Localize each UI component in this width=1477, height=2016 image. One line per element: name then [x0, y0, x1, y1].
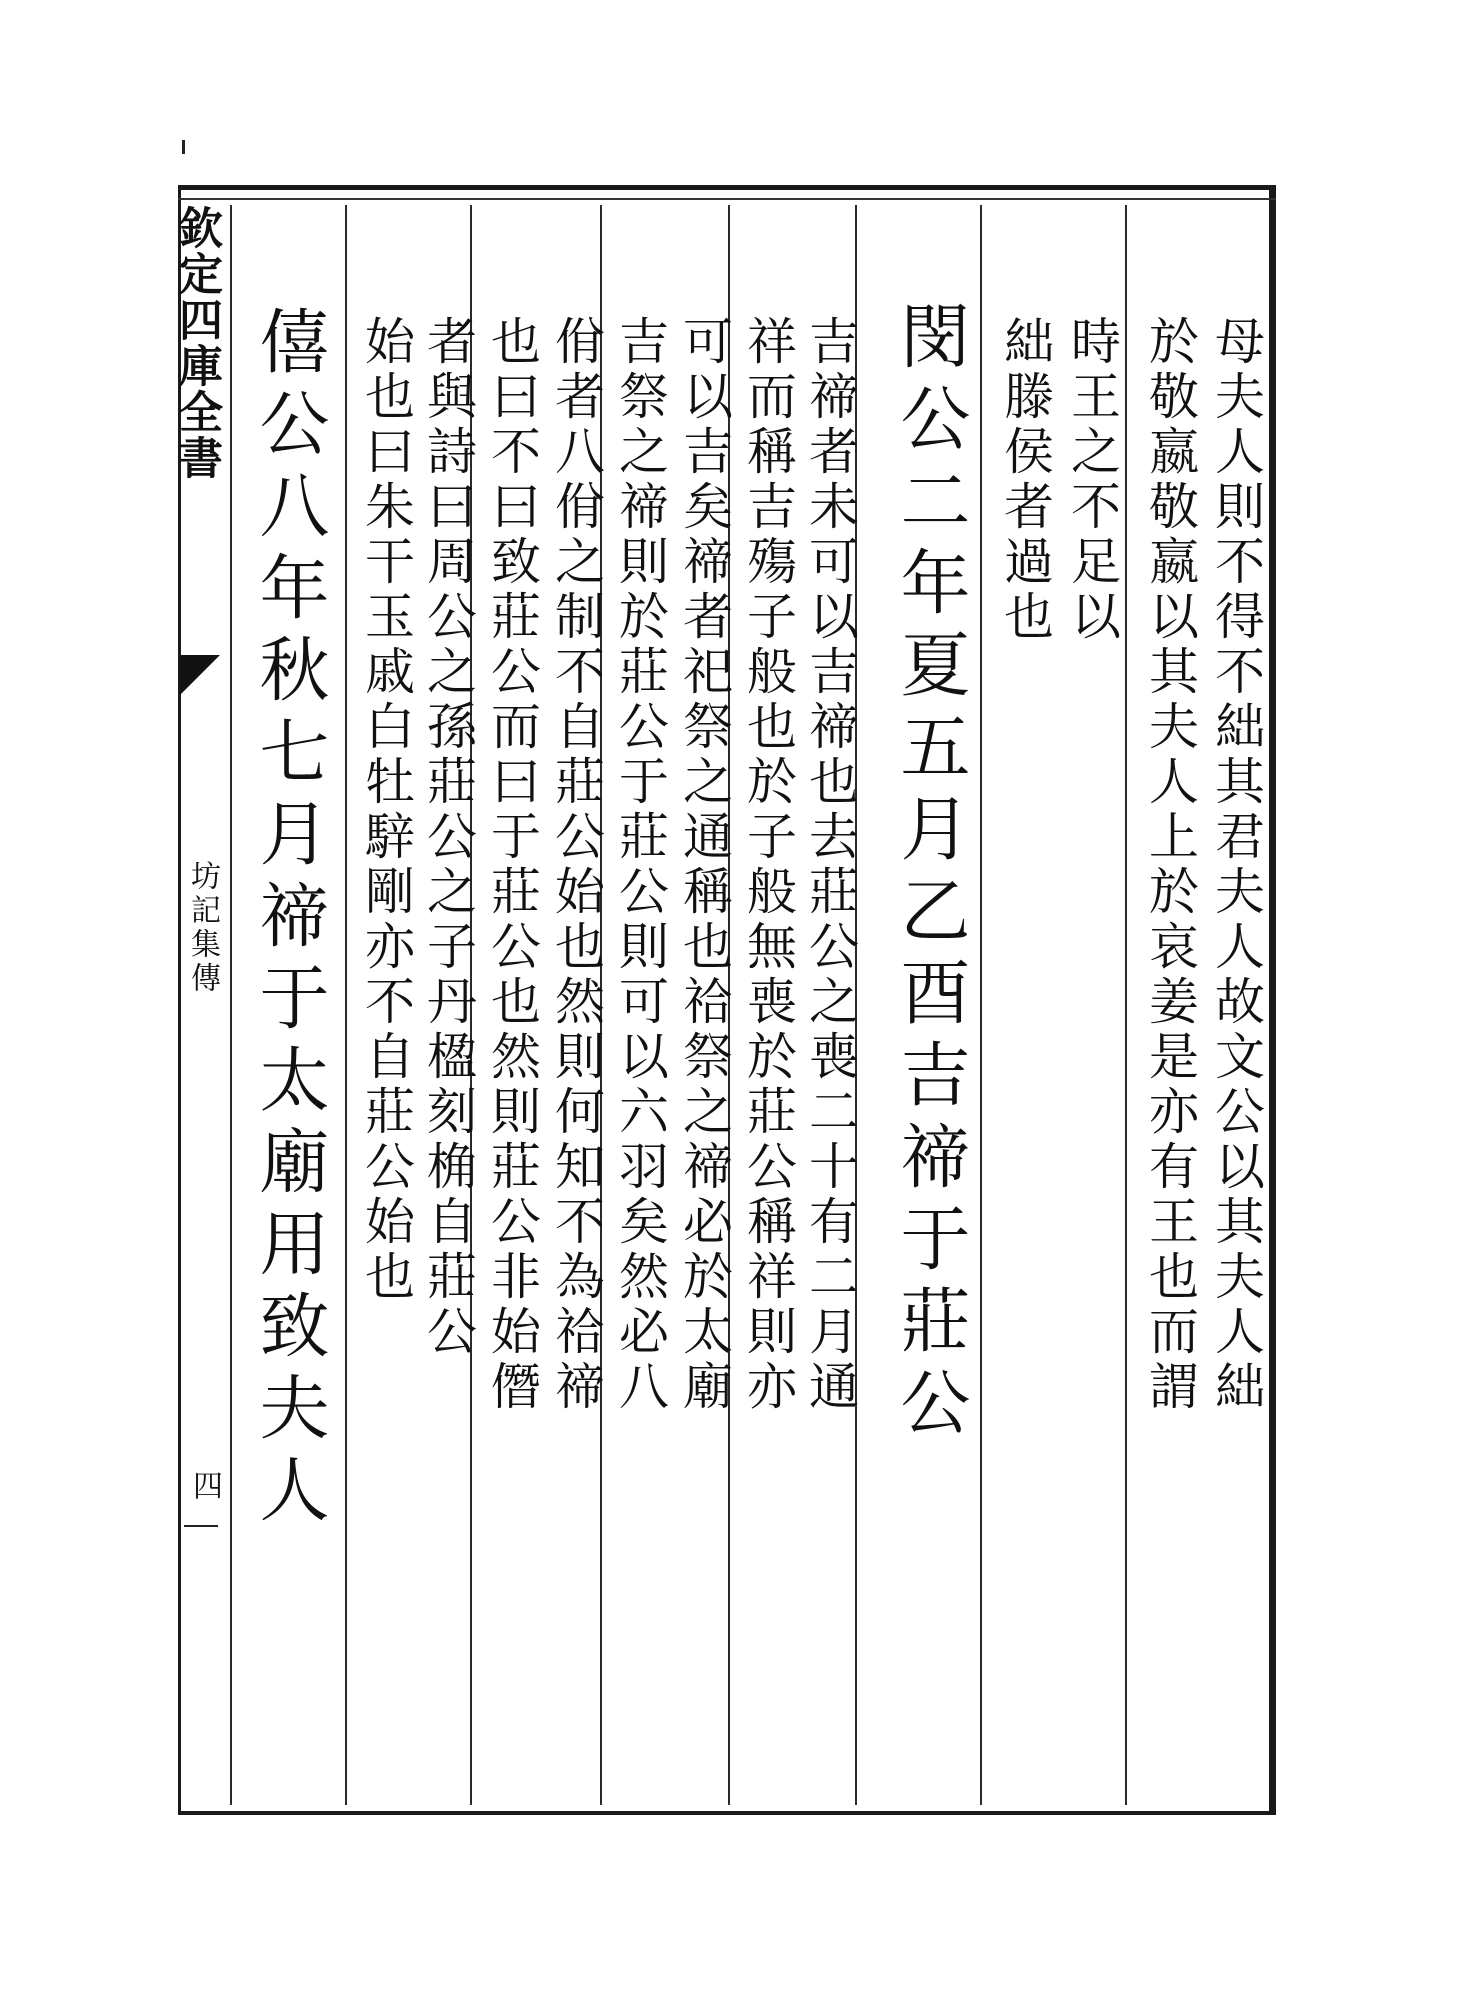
text-column-9: 吉祭之禘則於莊公于莊公則可以六羽矣然必八: [611, 315, 669, 1415]
margin-book-title: 欽定四庫全書: [171, 205, 222, 481]
heading-column-min-gong: 閔公二年夏五月乙酉吉禘于莊公: [889, 300, 971, 1448]
text-column-11: 也曰不曰致莊公而曰于莊公也然則莊公非始僭: [483, 315, 541, 1415]
column-divider: [980, 205, 982, 1805]
margin-chapter-title: 坊記集傳: [185, 860, 220, 996]
text-column-1: 母夫人則不得不絀其君夫人故文公以其夫人絀: [1207, 315, 1265, 1415]
text-column-8: 可以吉矣禘者祀祭之通稱也祫祭之禘必於太廟: [675, 315, 733, 1415]
text-column-13: 始也曰朱干玉戚白牡騂剛亦不自莊公始也: [357, 315, 415, 1305]
margin-tick-mark: [182, 140, 185, 154]
column-divider: [345, 205, 347, 1805]
column-divider: [1125, 205, 1127, 1805]
text-column-4: 絀滕侯者過也: [996, 315, 1054, 645]
text-column-2: 於敬嬴敬嬴以其夫人上於哀姜是亦有王也而謂: [1141, 315, 1199, 1415]
frame-inner-rule: [178, 198, 1276, 200]
heading-column-xi-gong: 僖公八年秋七月禘于太廟用致夫人: [248, 305, 330, 1535]
text-column-7: 祥而稱吉殤子般也於子般無喪於莊公稱祥則亦: [739, 315, 797, 1415]
text-column-6: 吉禘者未可以吉禘也去莊公之喪二十有二月通: [801, 315, 859, 1415]
text-column-3: 時王之不足以: [1063, 315, 1121, 645]
text-column-12: 者與詩曰周公之孫莊公之子丹楹刻桷自莊公: [419, 315, 477, 1360]
margin-rule: [184, 1525, 218, 1527]
text-column-10: 佾者八佾之制不自莊公始也然則何知不為祫禘: [547, 315, 605, 1415]
column-divider: [230, 205, 232, 1805]
margin-page-number: 四: [187, 1470, 222, 1500]
fishtail-mark: [180, 655, 220, 695]
